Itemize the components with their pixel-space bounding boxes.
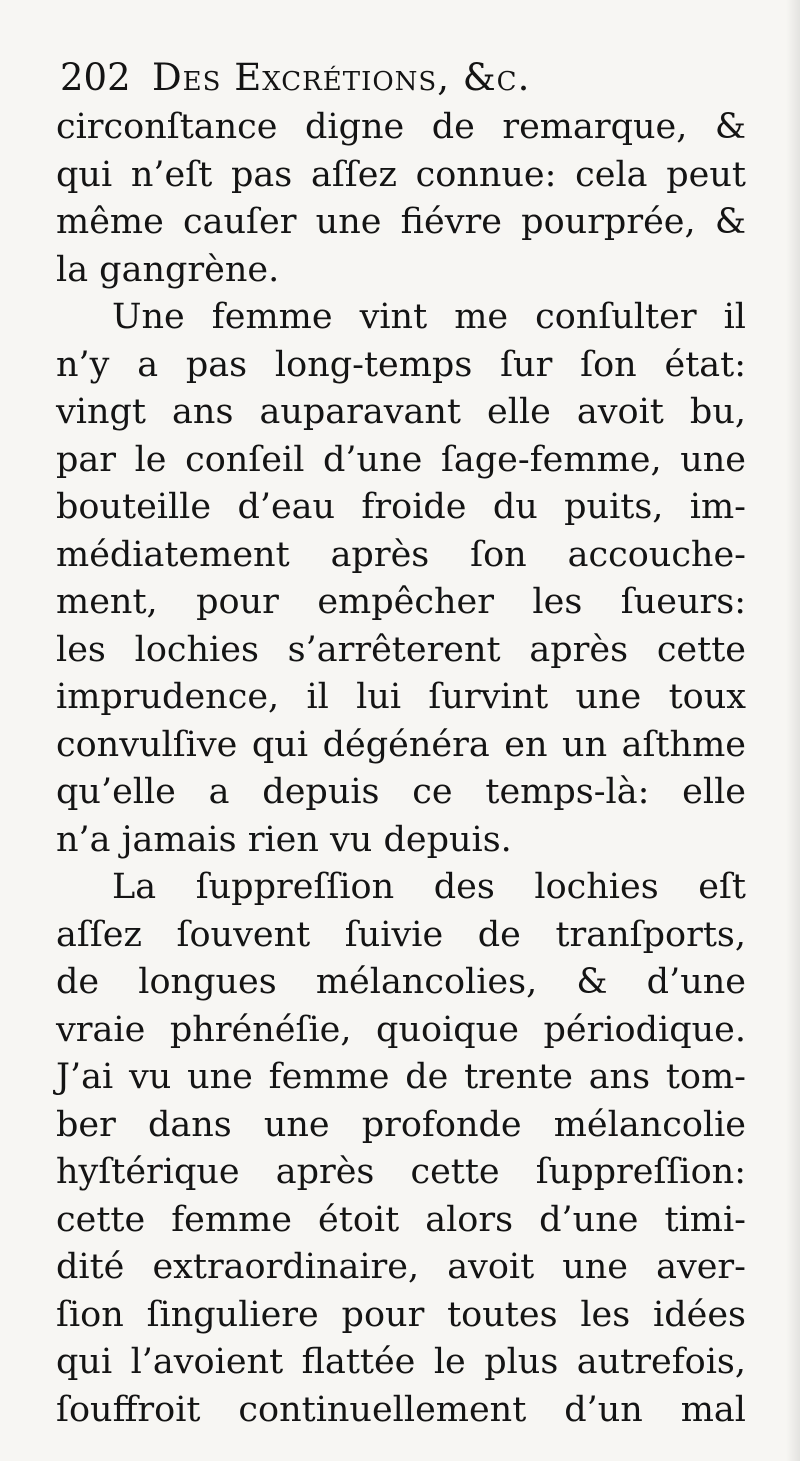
text-line: ſion ſinguliere pour toutes les idées: [56, 1294, 746, 1335]
text-line: vraie phrénéſie, quoique périodique.: [56, 1009, 746, 1050]
text-line: J’ai vu une femme de trente ans tom-: [56, 1057, 746, 1097]
page-number: 202: [60, 56, 131, 99]
body-text: [56, 104, 746, 1434]
text-line: La ſuppreſſion des lochies eſt: [112, 867, 746, 907]
page-edge-shadow: [786, 0, 800, 1461]
text-line: dité extraordinaire, avoit une aver-: [56, 1247, 746, 1287]
text-line: Une femme vint me conſulter il: [112, 297, 746, 337]
text-line: ber dans une profonde mélancolie: [56, 1104, 746, 1145]
text-line: n’y a pas long-temps ſur ſon état:: [56, 344, 746, 385]
text-line: les lochies s’arrêterent après cette: [56, 629, 746, 670]
text-line: bouteille d’eau froide du puits, im-: [56, 487, 746, 527]
text-line: imprudence, il lui ſurvint une toux: [56, 677, 746, 717]
text-line: cette femme étoit alors d’une timi-: [56, 1199, 746, 1240]
text-line: ſouffroit continuellement d’un mal: [56, 1389, 746, 1430]
text-line: qui n’eſt pas aſſez connue: cela peut: [56, 154, 746, 195]
text-line: circonſtance digne de remarque, &: [56, 107, 746, 147]
text-line: vingt ans auparavant elle avoit bu,: [56, 392, 746, 432]
text-line: par le conſeil d’une ſage-femme, une: [56, 439, 746, 480]
text-line: de longues mélancolies, & d’une: [56, 962, 746, 1002]
running-title: Des Excrétions, &c.: [152, 56, 531, 99]
text-line: médiatement après ſon accouche-: [56, 534, 746, 575]
text-line: ment, pour empêcher les ſueurs:: [56, 582, 746, 622]
text-line: même cauſer une fiévre pourprée, &: [56, 202, 746, 242]
text-line: la gangrène.: [56, 249, 280, 290]
page-header: [60, 50, 760, 106]
text-line: convulſive qui dégénéra en un aſthme: [56, 724, 746, 765]
text-line: n’a jamais rien vu depuis.: [56, 819, 512, 860]
text-line: qui l’avoient flattée le plus autrefois,: [56, 1342, 746, 1382]
text-line: aſſez ſouvent ſuivie de tranſports,: [56, 914, 746, 955]
text-line: qu’elle a depuis ce temps-là: elle: [56, 772, 746, 812]
text-line: hyſtérique après cette ſuppreſſion:: [56, 1152, 746, 1192]
